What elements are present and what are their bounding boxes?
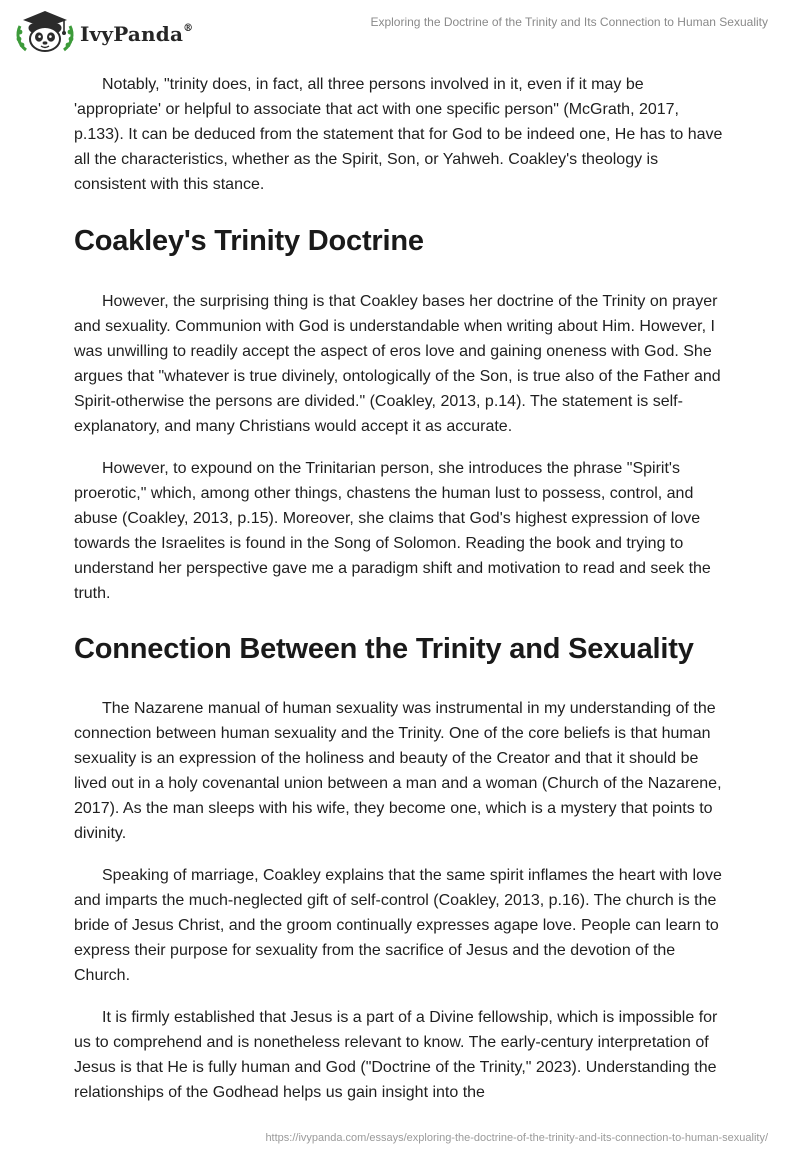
brand-name: IvyPanda® [80, 22, 194, 46]
source-url[interactable]: https://ivypanda.com/essays/exploring-the-doctrine-of-the-trinity-and-its-connection-to-human-sexuality/ [265, 1132, 768, 1144]
paragraph: Speaking of marriage, Coakley explains that the same spirit inflames the heart with love and imparts the much-neglected gift of self-control (Coakley, 2013, p.16). The church is the bride of Jesus Christ, and the groom continually expresses agape love. People can learn to express their purpose for sexuality from the sacrifice of Jesus and the devotion of the Church. [74, 867, 722, 984]
document-title: Exploring the Doctrine of the Trinity and Its Connection to Human Sexuality [370, 15, 768, 29]
paragraph: The Nazarene manual of human sexuality was instrumental in my understanding of the connection between human sexuality and the Trinity. One of the core beliefs is that human sexuality is an expression of the holiness and beauty of the Creator and that it should be lived out in a holy covenantal union between a man and a woman (Church of the Nazarene, 2017). As the man sleeps with his wife, they become one, which is a mystery that points to divinity. [74, 700, 722, 842]
paragraph: However, the surprising thing is that Coakley bases her doctrine of the Trinity on prayer and sexuality. Communion with God is understandable when writing about Him. However, I was unwilling to readily accept the aspect of eros love and gaining oneness with God. She argues that "whatever is true divinely, ontologically of the Son, is true also of the Father and Spirit-otherwise the persons are divided." (Coakley, 2013, p.14). The statement is self-explanatory, and many Christians would accept it as accurate. [74, 293, 721, 435]
page-header [0, 0, 800, 60]
section-heading: Coakley's Trinity Doctrine [74, 225, 424, 257]
section-heading: Connection Between the Trinity and Sexuality [74, 633, 694, 665]
article-body [74, 72, 730, 1105]
paragraph: However, to expound on the Trinitarian person, she introduces the phrase "Spirit's proerotic," which, among other things, chastens the human lust to possess, control, and abuse (Coakley, 2013, p.15). Moreover, she claims that God's highest expression of love towards the Israelites is found in the Song of Solomon. Reading the book and trying to understand her perspective gave me a paradigm shift and motivation to read and seek the truth. [74, 460, 711, 602]
brand-logo[interactable] [14, 8, 214, 54]
paragraph: Notably, "trinity does, in fact, all three persons involved in it, even if it may be 'appropriate' or helpful to associate that act with one specific person" (McGrath, 2017, p.133). It can be deduced from the statement that for God to be indeed one, He has to have all the characteristics, whether as the Spirit, Son, or Yahweh. Coakley's theology is consistent with this stance. [74, 76, 723, 193]
paragraph: It is firmly established that Jesus is a part of a Divine fellowship, which is impossible for us to comprehend and is nonetheless relevant to know. The early-century interpretation of Jesus is that He is fully human and God ("Doctrine of the Trinity," 2023). Understanding the relationships of the Godhead helps us gain insight into the [74, 1009, 718, 1101]
panda-graduate-icon [14, 8, 76, 54]
